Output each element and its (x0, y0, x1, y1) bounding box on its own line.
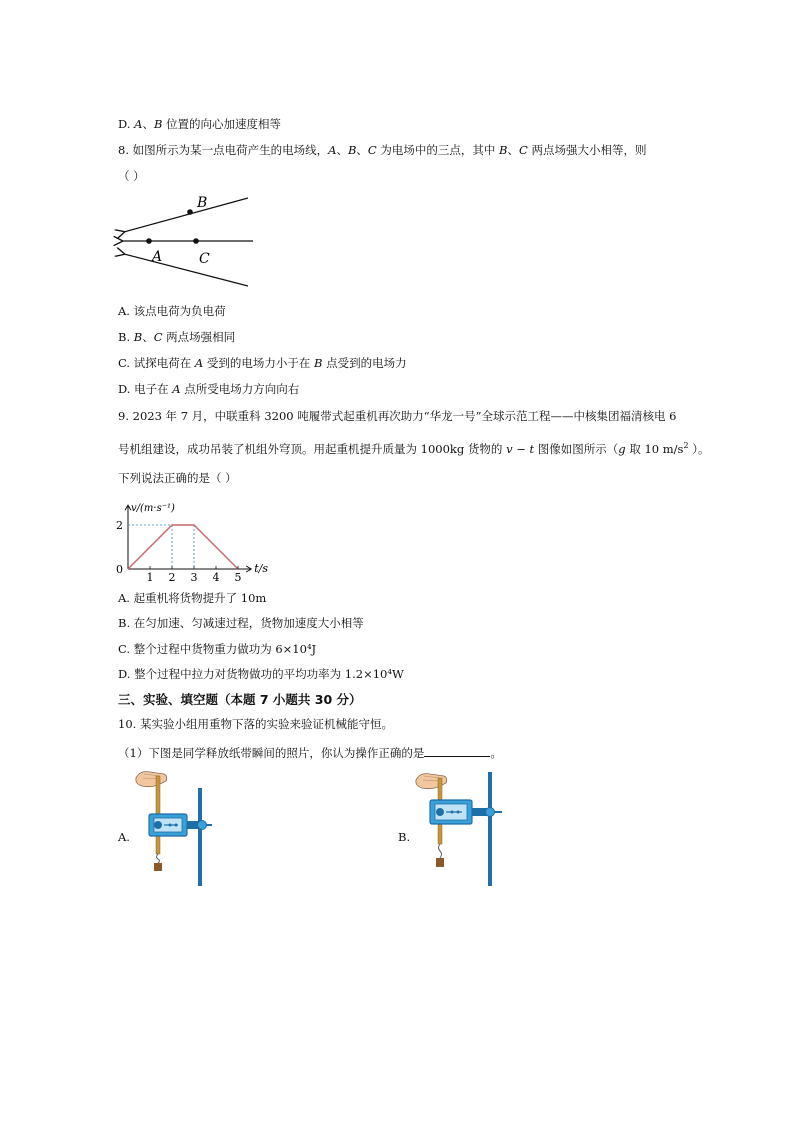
x-tick-label: 5 (234, 571, 242, 584)
field-line-upper (124, 198, 248, 232)
point-a-label: A (152, 249, 163, 265)
point-b-dot (187, 209, 193, 215)
stand-rod (488, 772, 492, 886)
field-line-lower (124, 254, 248, 286)
point-b-label: B (197, 195, 208, 211)
point-c-dot (193, 238, 199, 244)
q9-option-b: B. 在匀加速、匀减速过程，货物加速度大小相等 (118, 616, 364, 630)
hand-icon (136, 772, 167, 787)
section-3-title: 三、实验、填空题（本题 7 小题共 30 分） (118, 692, 362, 707)
y-axis-label: v/(m·s⁻¹) (131, 503, 175, 515)
weight (436, 858, 444, 867)
q8-option-b: B. B、C 两点场强相同 (118, 330, 236, 344)
q8-stem: 8. 如图所示为某一点电荷产生的电场线，A、B、C 为电场中的三点，其中 B、C 两点场强大小相等，则 (118, 143, 647, 157)
q10-choice-b-label: B. (398, 830, 411, 844)
series-line (128, 525, 238, 569)
q9-vt-chart (112, 490, 292, 585)
point-c-label: C (199, 251, 210, 267)
q9-stem-line-2: 号机组建设，成功吊装了机组外穹顶。用起重机提升质量为 1000kg 货物的 v − t 图像如图所示（g 取 10 $m/s^2$ ）。 (118, 441, 710, 456)
q9-stem-line-1: 9. 2023 年 7 月，中联重科 3200 吨履带式起重机再次助力“华龙一号”全球示范工程——中核集团福清核电 6 (118, 409, 677, 423)
x-axis-label: t/s (254, 562, 268, 575)
point-a-dot (146, 238, 152, 244)
q10-sub1: （1）下图是同学释放纸带瞬间的照片，你认为操作正确的是 。 (118, 746, 502, 760)
q8-answer-paren: （ ） (118, 169, 145, 183)
x-tick-label: 2 (168, 571, 176, 584)
x-tick-label: 1 (146, 571, 154, 584)
q9-stem-line-3: 下列说法正确的是（ ） (118, 471, 237, 485)
q7-option-d: D. A、B 位置的向心加速度相等 (118, 117, 282, 131)
q10-apparatus-a[interactable] (130, 768, 220, 888)
answer-blank[interactable] (424, 744, 490, 757)
weight (154, 863, 162, 871)
q9-option-c: C. 整个过程中货物重力做功为 6×10⁴J (118, 642, 317, 656)
q10-apparatus-b[interactable] (408, 768, 508, 888)
q10-choice-a-label: A. (118, 830, 130, 844)
q8-option-a: A. 该点电荷为负电荷 (118, 304, 226, 318)
q9-option-a: A. 起重机将货物提升了 10m (118, 591, 267, 605)
y-tick-label: 2 (116, 519, 123, 532)
x-tick-label: 4 (212, 571, 220, 584)
q8-field-figure (118, 190, 258, 290)
q9-option-d: D. 整个过程中拉力对货物做功的平均功率为 1.2×10⁴W (118, 667, 404, 681)
x-tick-label: 3 (190, 571, 198, 584)
q8-option-c: C. 试探电荷在 A 受到的电场力小于在 B 点受到的电场力 (118, 356, 407, 370)
origin-label: 0 (116, 563, 123, 576)
stand-rod (198, 788, 202, 886)
q10-stem: 10. 某实验小组用重物下落的实验来验证机械能守恒。 (118, 717, 393, 731)
q8-option-d: D. 电子在 A 点所受电场力方向向右 (118, 382, 300, 396)
